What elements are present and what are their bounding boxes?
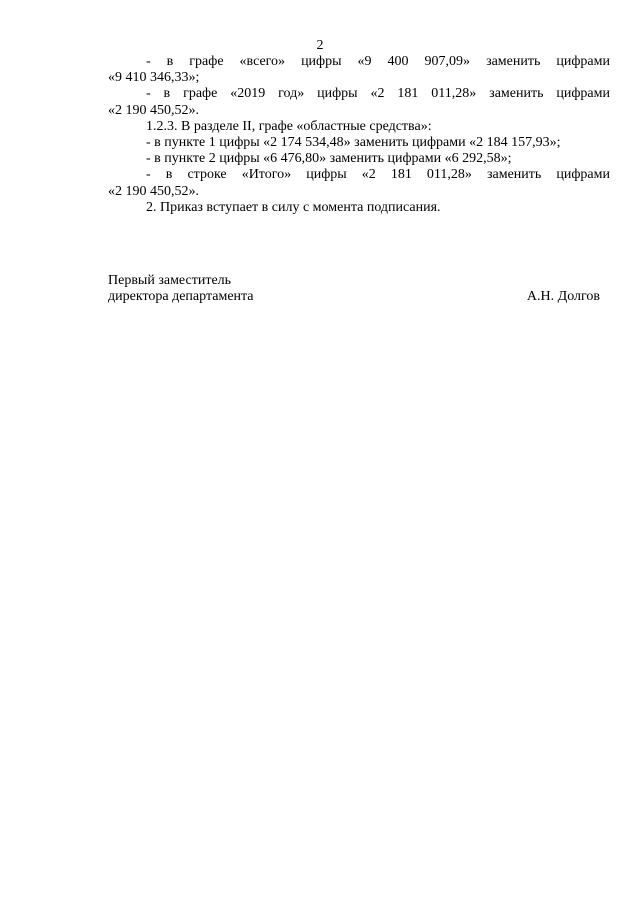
signatory-position-line-2: директора департамента [108,289,254,305]
paragraph-section-heading: 1.2.3. В разделе II, графе «областные средства»: [146,118,432,134]
paragraph-effective-date: 2. Приказ вступает в силу с момента подписания. [146,199,441,215]
paragraph-1-continuation: «9 410 346,33»; [108,70,200,86]
page-number: 2 [316,38,324,53]
signature-block [108,273,600,305]
document-body [108,54,610,216]
paragraph-2-continuation: «2 190 450,52». [108,102,199,118]
paragraph-2-first-line: - в графе «2019 год» цифры «2 181 011,28» заменить цифрами [146,86,610,102]
signature-line [108,289,600,305]
signatory-name: А.Н. Долгов [526,289,600,305]
signatory-position-line-1: Первый заместитель [108,273,232,288]
paragraph-total-continuation: «2 190 450,52». [108,183,199,199]
paragraph-item-2: - в пункте 2 цифры «6 476,80» заменить цифрами «6 292,58»; [146,151,512,167]
paragraph-1-first-line: - в графе «всего» цифры «9 400 907,09» заменить цифрами [146,54,610,69]
paragraph-item-1: - в пункте 1 цифры «2 174 534,48» заменить цифрами «2 184 157,93»; [146,135,561,151]
paragraph-total-first-line: - в строке «Итого» цифры «2 181 011,28» заменить цифрами [146,167,610,183]
